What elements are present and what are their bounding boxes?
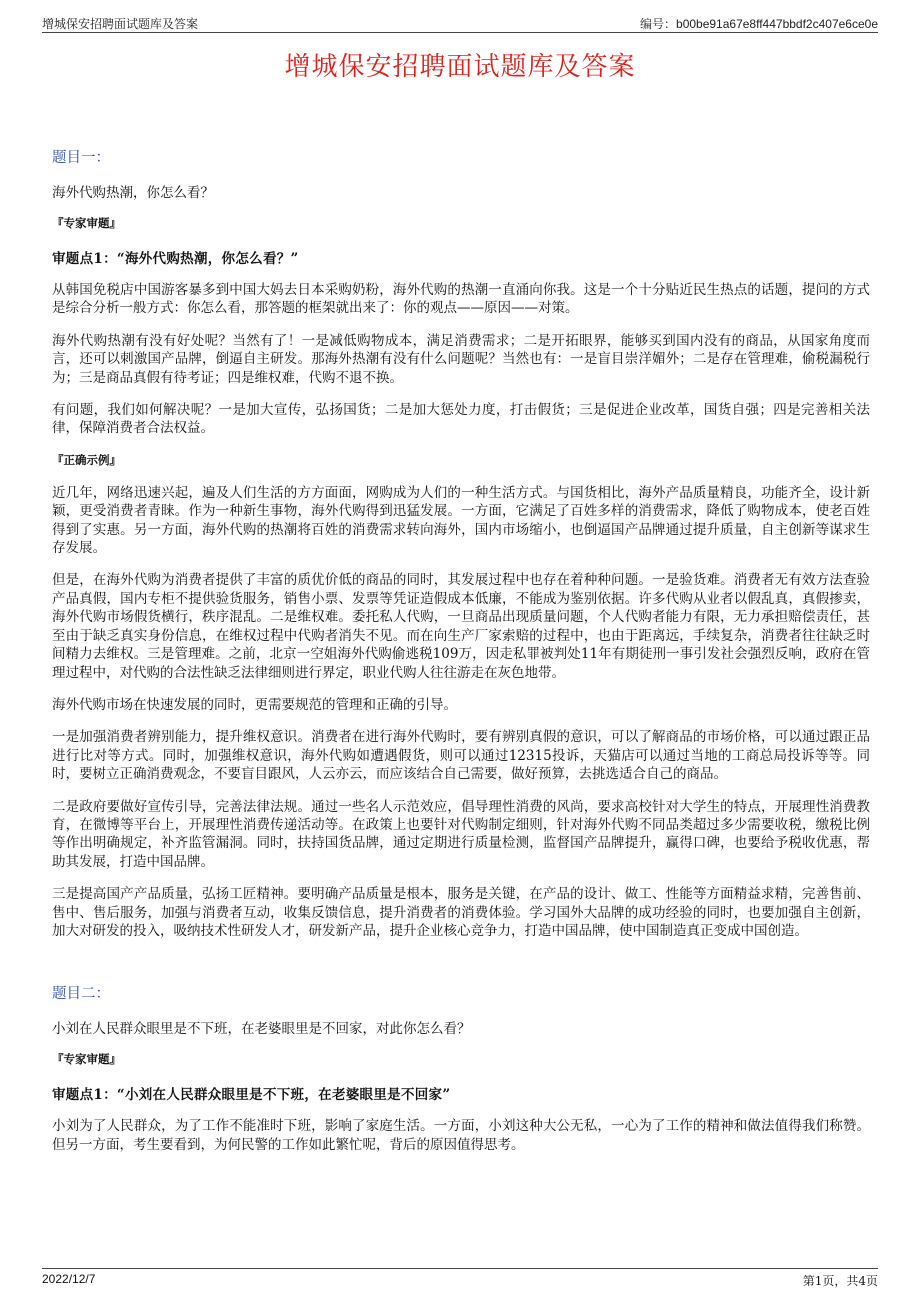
review-point: 审题点1：“小刘在人民群众眼里是不下班，在老婆眼里是不回家”	[52, 1087, 451, 1104]
paragraph: 但是，在海外代购为消费者提供了丰富的质优价低的商品的同时，其发展过程中也存在着种种问题。一是验货难。消费者无有效方法查验产品真假，国内专柜不提供验货服务，销售小票、发票等凭证造假成本低廉，不能成为鉴别依据。许多代购从业者以假乱真，真假掺卖，海外代购市场假货横行，秩序混乱。二是维权难。委托私人代购，一旦商品出现质量问题，个人代购者能力有限，无力承担赔偿责任，甚至由于缺乏真实身份信息，在维权过程中代购者消失不见。而在向生产厂家索赔的过程中，也由于距离远，手续复杂，消费者往往缺乏时间精力去维权。三是管理难。之前，北京一空姐海外代购偷逃税109万，因走私罪被判处11年有期徒刑一事引发社会强烈反响，政府在管理过程中，对代购的合法性缺乏法律细则进行界定，职业代购人往往游走在灰色地带。	[52, 572, 870, 681]
paragraph: 海外代购热潮有没有好处呢？当然有了！一是减低购物成本，满足消费需求；二是开拓眼界，能够买到国内没有的商品，从国家角度而言，还可以刺激国产品牌，倒逼自主研发。那海外热潮有没有什么问题呢？当然也有：一是盲目崇洋媚外；二是存在管理难，偷税漏税行为；三是商品真假有待考证；四是维权难，代购不退不换。	[52, 332, 870, 386]
paragraph: 海外代购市场在快速发展的同时，更需要规范的管理和正确的引导。	[52, 696, 457, 713]
question-1-heading: 题目一：	[52, 150, 110, 166]
paragraph: 小刘为了人民群众，为了工作不能准时下班，影响了家庭生活。一方面，小刘这种大公无私，一心为了工作的精神和做法值得我们称赞。但另一方面，考生要看到，为何民警的工作如此繁忙呢，背后的原因值得思考。	[52, 1118, 870, 1153]
paragraph: 从韩国免税店中国游客暴多到中国大妈去日本采购奶粉，海外代购的热潮一直涌向你我。这是一个十分贴近民生热点的话题，提问的方式是综合分析一般方式：你怎么看，那答题的框架就出来了：你的观点——原因——对策。	[52, 282, 870, 317]
question-1-text: 海外代购热潮，你怎么看？	[52, 185, 214, 201]
paragraph: 近几年，网络迅速兴起，遍及人们生活的方方面面，网购成为人们的一种生活方式。与国货相比，海外产品质量精良，功能齐全，设计新颖，更受消费者青睐。作为一种新生事物，海外代购得到迅猛发展。一方面，它满足了百姓多样的消费需求，降低了购物成本，使老百姓得到了实惠。另一方面，海外代购的热潮将百姓的消费需求转向海外，国内市场缩小，也倒逼国产品牌通过提升质量，自主创新等谋求生存发展。	[52, 484, 870, 557]
header-code	[640, 15, 878, 32]
header-code-label: 编号：	[640, 17, 677, 31]
paragraph: 三是提高国产产品质量，弘扬工匠精神。要明确产品质量是根本，服务是关键，在产品的设计、做工、性能等方面精益求精，完善售前、售中、售后服务，加强与消费者互动，收集反馈信息，提升消费者的消费体验。学习国外大品牌的成功经验的同时，也要加强自主创新，加大对研发的投入，吸纳技术性研发人才，研发新产品，提升企业核心竞争力，打造中国品牌，使中国制造真正变成中国创造。	[52, 886, 870, 939]
paragraph: 二是政府要做好宣传引导，完善法律法规。通过一些名人示范效应，倡导理性消费的风尚，要求高校针对大学生的特点，开展理性消费教育，在微博等平台上，开展理性消费传递活动等。在政策上也要针对代购制定细则，针对海外代购不同品类超过多少需要收税，缴税比例等作出明确规定，补齐监管漏洞。同时，扶持国货品牌，通过定期进行质量检测，监督国产品牌提升，赢得口碑，也要给予税收优惠，帮助其发展，打造中国品牌。	[52, 798, 870, 870]
footer-page-info: 第1页，共4页	[802, 1274, 878, 1288]
paragraph: 一是加强消费者辨别能力，提升维权意识。消费者在进行海外代购时，要有辨别真假的意识，可以了解商品的市场价格，可以通过跟正品进行比对等方式。同时，加强维权意识，海外代购如遭遇假货，则可以通过12315投诉，天猫店可以通过当地的工商总局投诉等等。同时，要树立正确消费观念，不要盲目跟风，人云亦云，而应该结合自己需要，做好预算，去挑选适合自己的商品。	[52, 729, 870, 783]
page-header	[42, 12, 878, 33]
page-footer	[42, 1268, 878, 1289]
review-point: 审题点1：“海外代购热潮，你怎么看？”	[52, 251, 299, 267]
document-title: 增城保安招聘面试题库及答案	[284, 52, 636, 82]
expert-review-label: 『专家审题』	[52, 216, 121, 230]
header-doc-name: 增城保安招聘面试题库及答案	[42, 17, 199, 31]
footer-date: 2022/12/7	[42, 1272, 96, 1286]
question-2-text: 小刘在人民群众眼里是不下班，在老婆眼里是不回家，对此你怎么看？	[52, 1021, 471, 1038]
correct-example-label: 『正确示例』	[52, 452, 121, 467]
header-code-value: b00be91a67e8ff447bbdf2c407e6ce0e	[676, 17, 878, 31]
document-body	[52, 140, 870, 1154]
paragraph: 有问题，我们如何解决呢？一是加大宣传，弘扬国货；二是加大惩处力度，打击假货；三是促进企业改革，国货自强；四是完善相关法律，保障消费者合法权益。	[52, 402, 870, 437]
expert-review-label: 『专家审题』	[52, 1052, 121, 1067]
question-2-heading: 题目二：	[52, 986, 110, 1003]
